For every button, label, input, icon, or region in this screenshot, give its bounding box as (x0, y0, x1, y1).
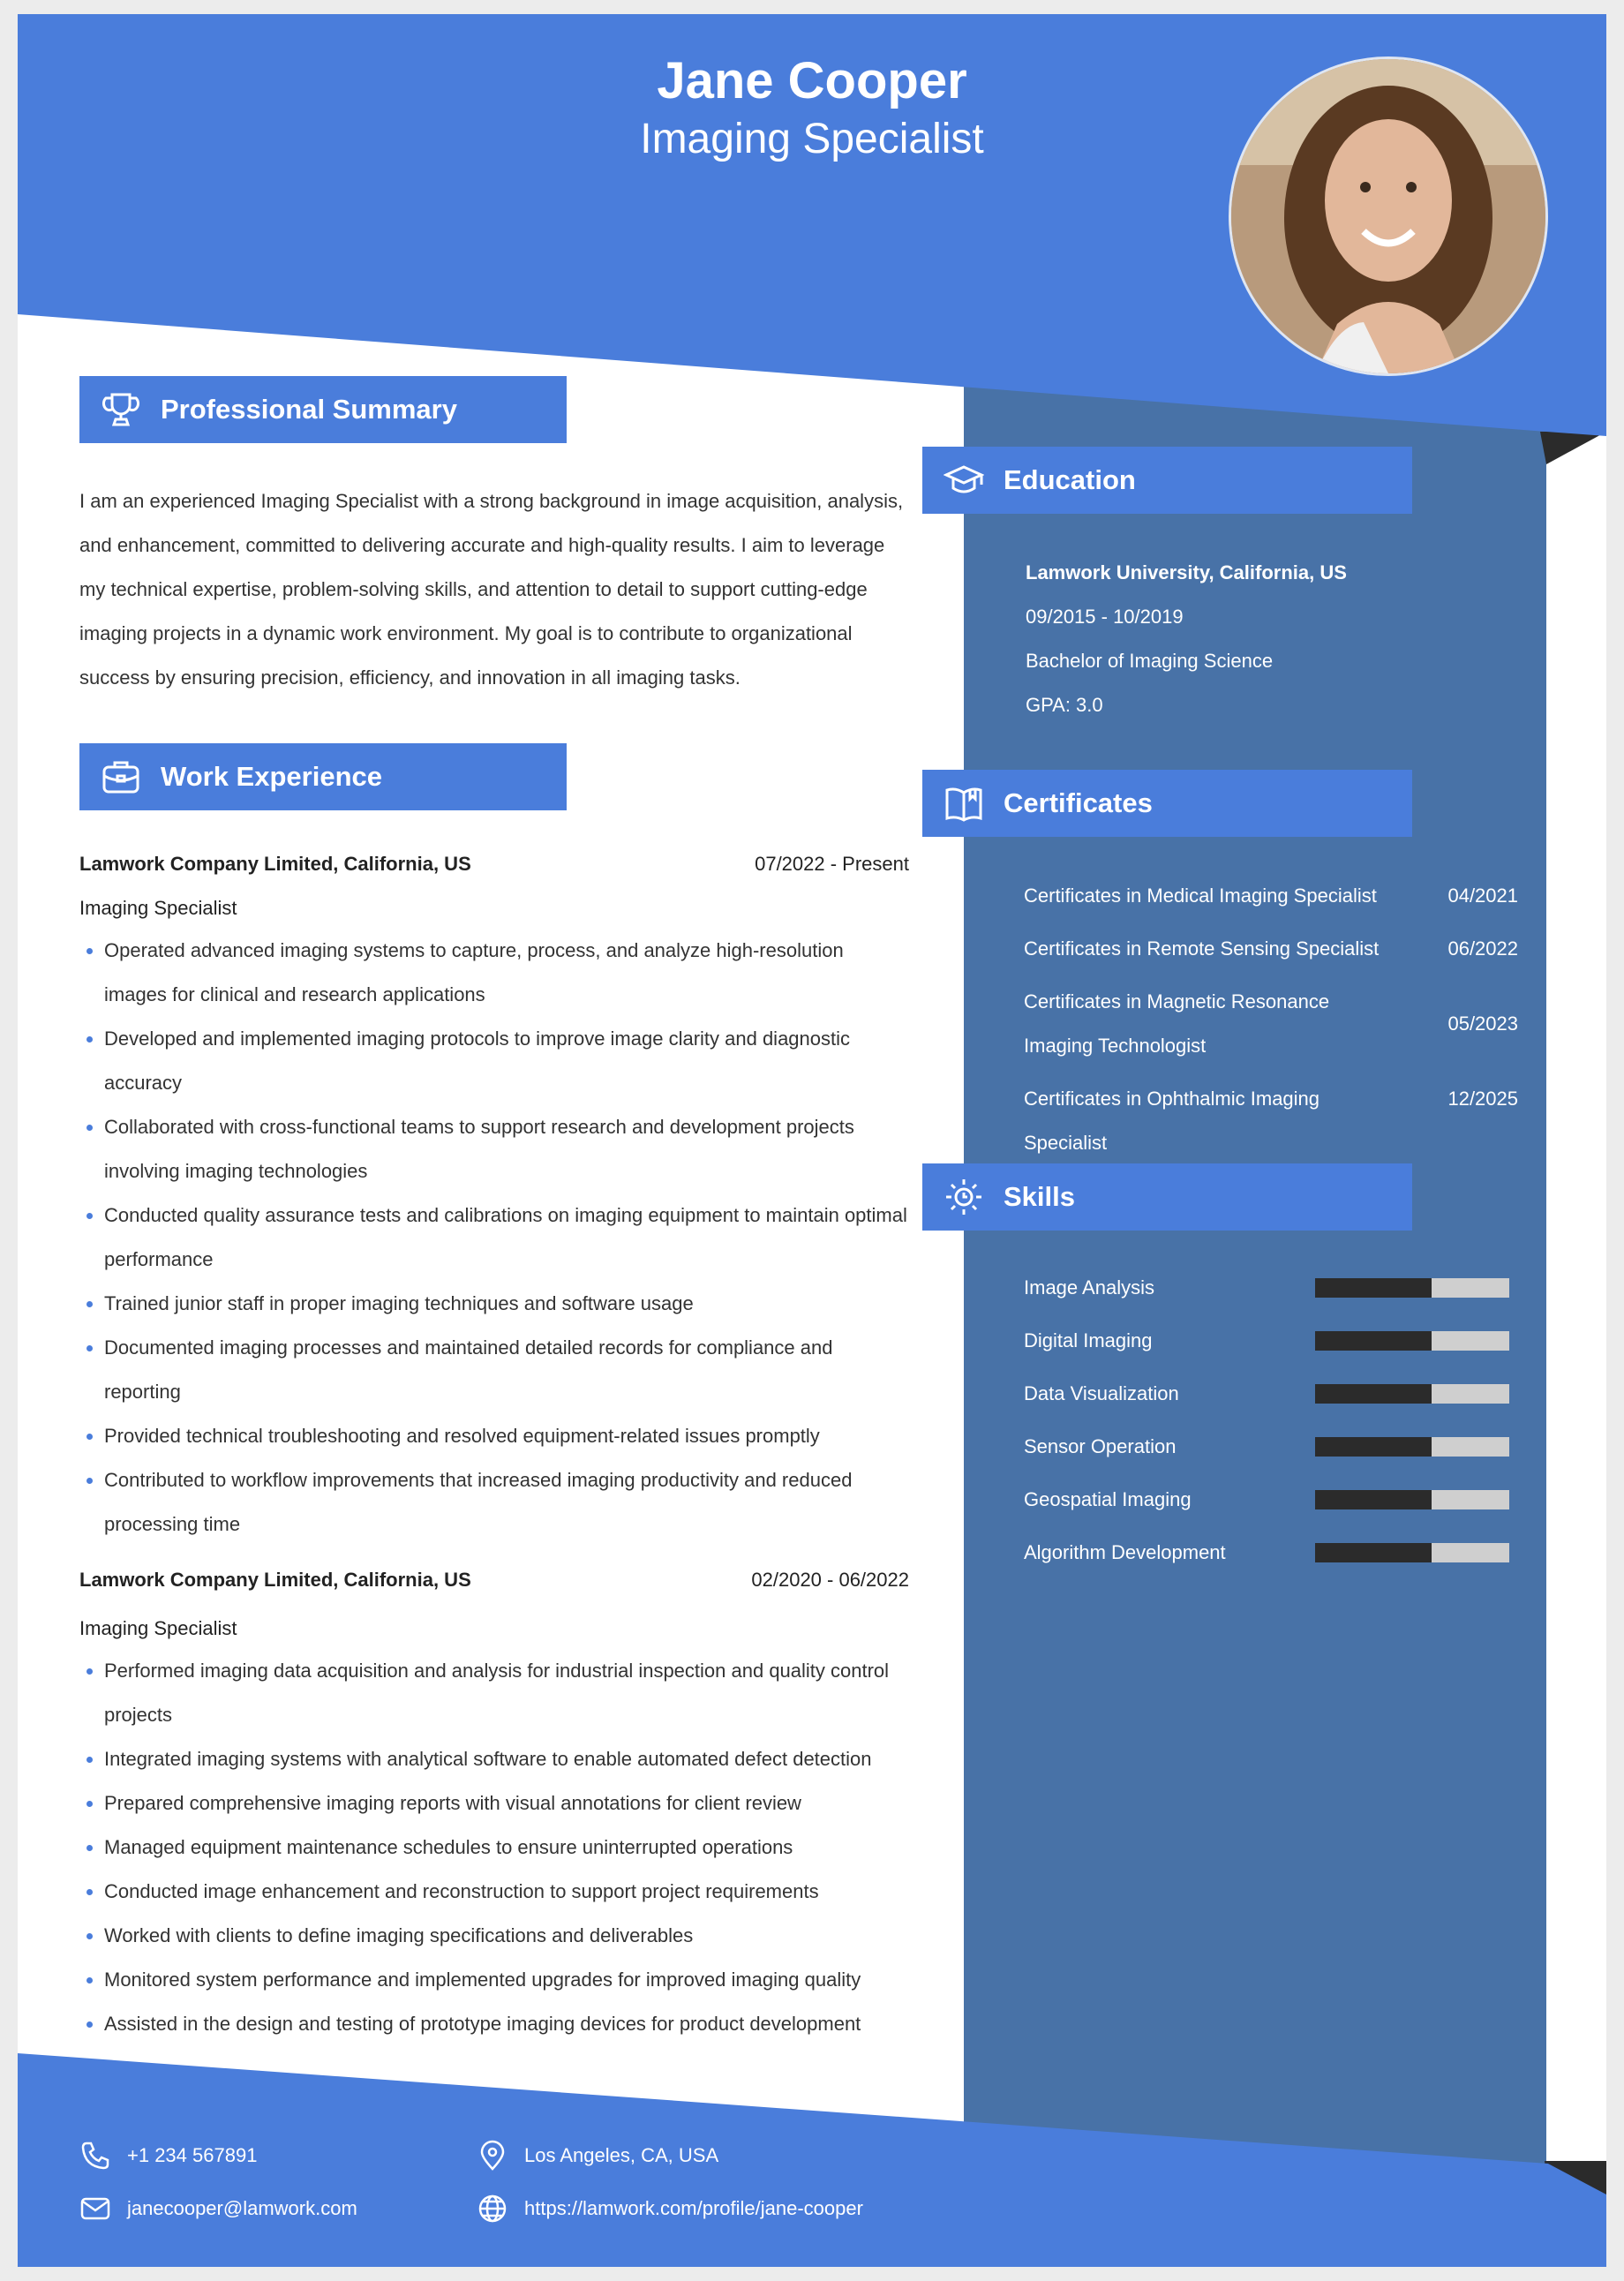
skill-bar-fill (1315, 1490, 1432, 1509)
candidate-name: Jane Cooper (657, 52, 967, 109)
certificate-date: 06/2022 (1447, 937, 1518, 960)
skill-bar-fill (1315, 1278, 1432, 1298)
list-item: Documented imaging processes and maintained detailed records for compliance and reporting (79, 1326, 909, 1414)
skill-name: Algorithm Development (1024, 1541, 1226, 1563)
phone-icon (78, 2138, 113, 2173)
experience-heading (79, 743, 567, 810)
profile-photo (1229, 56, 1548, 376)
skill-bar-fill (1315, 1384, 1432, 1404)
list-item: Integrated imaging systems with analytical software to enable automated defect detection (79, 1737, 909, 1781)
envelope-icon (78, 2191, 113, 2226)
candidate-title: Imaging Specialist (640, 116, 984, 162)
contact-phone-text: +1 234 567891 (127, 2144, 258, 2166)
graduation-cap-icon (942, 458, 986, 502)
education-heading-label: Education (1004, 464, 1136, 495)
contact-email[interactable] (78, 2191, 357, 2226)
list-item: Performed imaging data acquisition and analysis for industrial inspection and quality control projects (79, 1649, 909, 1737)
certificate-name: Certificates in Ophthalmic Imaging Specialist (1024, 1088, 1320, 1154)
job-bullets (79, 1649, 909, 2046)
list-item: Managed equipment maintenance schedules to ensure uninterrupted operations (79, 1826, 909, 1870)
skill-name: Digital Imaging (1024, 1329, 1153, 1351)
list-item: Collaborated with cross-functional teams to support research and development projects involving imaging technologies (79, 1105, 909, 1193)
location-pin-icon (475, 2138, 510, 2173)
briefcase-icon (99, 755, 143, 799)
list-item: Prepared comprehensive imaging reports with visual annotations for client review (79, 1781, 909, 1826)
skill-bar (1315, 1384, 1509, 1404)
skill-bar (1315, 1437, 1509, 1457)
certificates-heading (922, 770, 1412, 837)
contact-website[interactable] (475, 2191, 863, 2226)
skills-heading-label: Skills (1004, 1181, 1075, 1212)
certificate-date: 05/2023 (1447, 1013, 1518, 1035)
contact-phone[interactable] (78, 2138, 257, 2173)
certificate-row (1024, 1077, 1518, 1154)
education-heading (922, 447, 1412, 514)
skill-bar (1315, 1490, 1509, 1509)
job-dates: 07/2022 - Present (755, 853, 909, 875)
skill-name: Image Analysis (1024, 1276, 1154, 1299)
skill-bar-fill (1315, 1331, 1432, 1351)
certificates-heading-label: Certificates (1004, 787, 1153, 818)
list-item: Provided technical troubleshooting and resolved equipment-related issues promptly (79, 1414, 909, 1458)
list-item: Monitored system performance and implemented upgrades for improved imaging quality (79, 1958, 909, 2002)
resume-page (18, 14, 1606, 2267)
contact-email-text: janecooper@lamwork.com (127, 2197, 357, 2219)
certificate-name: Certificates in Remote Sensing Specialist (1024, 937, 1380, 960)
certificate-date: 12/2025 (1447, 1088, 1518, 1110)
list-item: Assisted in the design and testing of prototype imaging devices for product development (79, 2002, 909, 2046)
skill-bar (1315, 1543, 1509, 1562)
certificate-name: Certificates in Medical Imaging Specialist (1024, 885, 1377, 907)
job-dates: 02/2020 - 06/2022 (751, 1569, 909, 1591)
summary-heading (79, 376, 567, 443)
job-role: Imaging Specialist (79, 1617, 237, 1639)
skill-bar (1315, 1331, 1509, 1351)
contact-website-text: https://lamwork.com/profile/jane-cooper (524, 2197, 863, 2219)
job-company: Lamwork Company Limited, California, US (79, 1569, 471, 1591)
job-company: Lamwork Company Limited, California, US (79, 853, 471, 875)
contact-location (475, 2138, 718, 2173)
list-item: Conducted quality assurance tests and calibrations on imaging equipment to maintain optimal performance (79, 1193, 909, 1282)
skill-bar-fill (1315, 1543, 1432, 1562)
certificate-row (1024, 927, 1518, 971)
list-item: Conducted image enhancement and reconstruction to support project requirements (79, 1870, 909, 1914)
education-gpa: GPA: 3.0 (1026, 694, 1103, 716)
skill-bar-fill (1315, 1437, 1432, 1457)
skill-bar (1315, 1278, 1509, 1298)
job-bullets (79, 929, 909, 1547)
skill-name: Geospatial Imaging (1024, 1488, 1192, 1510)
list-item: Worked with clients to define imaging specifications and deliverables (79, 1914, 909, 1958)
skills-heading (922, 1163, 1412, 1231)
certificate-name: Certificates in Magnetic Resonance Imaging Technologist (1024, 990, 1330, 1057)
job-role: Imaging Specialist (79, 897, 237, 919)
contact-location-text: Los Angeles, CA, USA (524, 2144, 719, 2166)
certificate-row (1024, 874, 1518, 918)
education-dates: 09/2015 - 10/2019 (1026, 606, 1184, 628)
education-school: Lamwork University, California, US (1026, 561, 1347, 583)
list-item: Trained junior staff in proper imaging techniques and software usage (79, 1282, 909, 1326)
skill-name: Data Visualization (1024, 1382, 1179, 1404)
summary-heading-label: Professional Summary (161, 394, 457, 425)
globe-icon (475, 2191, 510, 2226)
gear-icon (942, 1175, 986, 1219)
book-icon (942, 781, 986, 825)
certificate-date: 04/2021 (1447, 885, 1518, 907)
certificate-row (1024, 980, 1518, 1068)
list-item: Developed and implemented imaging protocols to improve image clarity and diagnostic accuracy (79, 1017, 909, 1105)
experience-heading-label: Work Experience (161, 761, 382, 792)
summary-text: I am an experienced Imaging Specialist with a strong background in image acquisition, analysis, and enhancement, committed to delivering accurate and high-quality results. I aim to leverage my technical expertise, problem-solving skills, and attention to detail to support cutting-edge imaging projects in a dynamic work environment. My goal is to contribute to organizational success by ensuring precision, efficiency, and innovation in all imaging tasks. (79, 490, 904, 689)
skill-name: Sensor Operation (1024, 1435, 1177, 1457)
list-item: Contributed to workflow improvements that increased imaging productivity and reduced processing time (79, 1458, 909, 1547)
list-item: Operated advanced imaging systems to capture, process, and analyze high-resolution images for clinical and research applications (79, 929, 909, 1017)
trophy-icon (99, 388, 143, 432)
education-degree: Bachelor of Imaging Science (1026, 650, 1274, 672)
